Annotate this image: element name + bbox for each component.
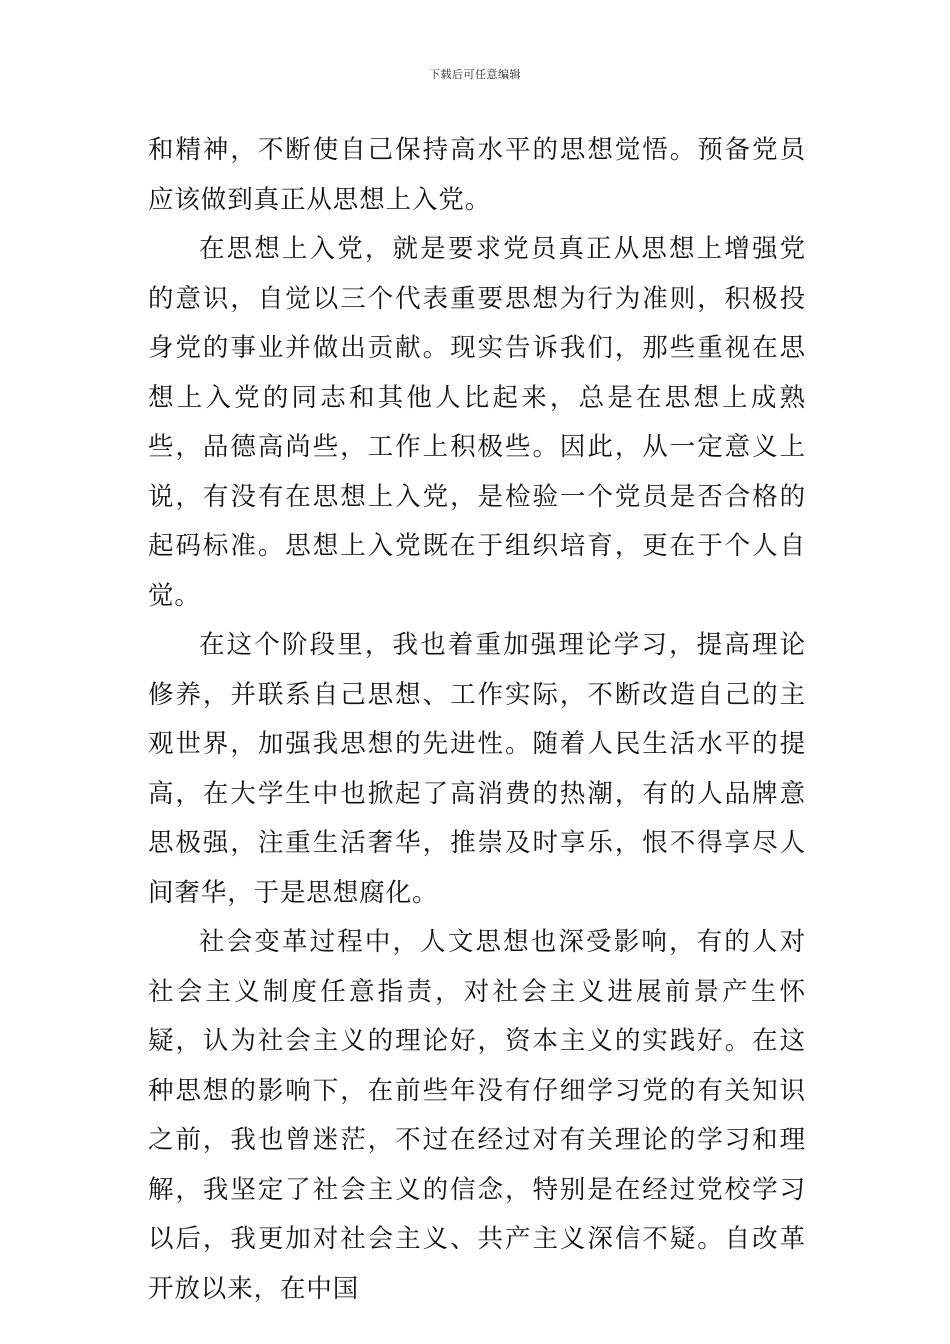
paragraph: 社会变革过程中，人文思想也深受影响，有的人对社会主义制度任意指责，对社会主义进展前景产生怀疑，认为社会主义的理论好，资本主义的实践好。在这种思想的影响下，在前些年没有仔细学习党的有关知识之前，我也曾迷茫，不过在经过对有关理论的学习和理解，我坚定了社会主义的信念，特别是在经过党校学习以后，我更加对社会主义、共产主义深信不疑。自改革开放以来，在中国	[148, 927, 806, 1304]
document-body	[148, 126, 806, 1314]
page-header: 下载后可任意编辑	[429, 68, 521, 81]
paragraph: 在思想上入党，就是要求党员真正从思想上增强党的意识，自觉以三个代表重要思想为行为准则，积极投身党的事业并做出贡献。现实告诉我们，那些重视在思想上入党的同志和其他人比起来，总是在思想上成熟些，品德高尚些，工作上积极些。因此，从一定意义上说，有没有在思想上入党，是检验一个党员是否合格的起码标准。思想上入党既在于组织培育，更在于个人自觉。	[148, 234, 806, 611]
paragraph: 在这个阶段里，我也着重加强理论学习，提高理论修养，并联系自己思想、工作实际，不断改造自己的主观世界，加强我思想的先进性。随着人民生活水平的提高，在大学生中也掀起了高消费的热潮，有的人品牌意思极强，注重生活奢华，推崇及时享乐，恨不得享尽人间奢华，于是思想腐化。	[148, 630, 806, 908]
paragraph-continuation: 和精神，不断使自己保持高水平的思想觉悟。预备党员应该做到真正从思想上入党。	[148, 135, 806, 215]
